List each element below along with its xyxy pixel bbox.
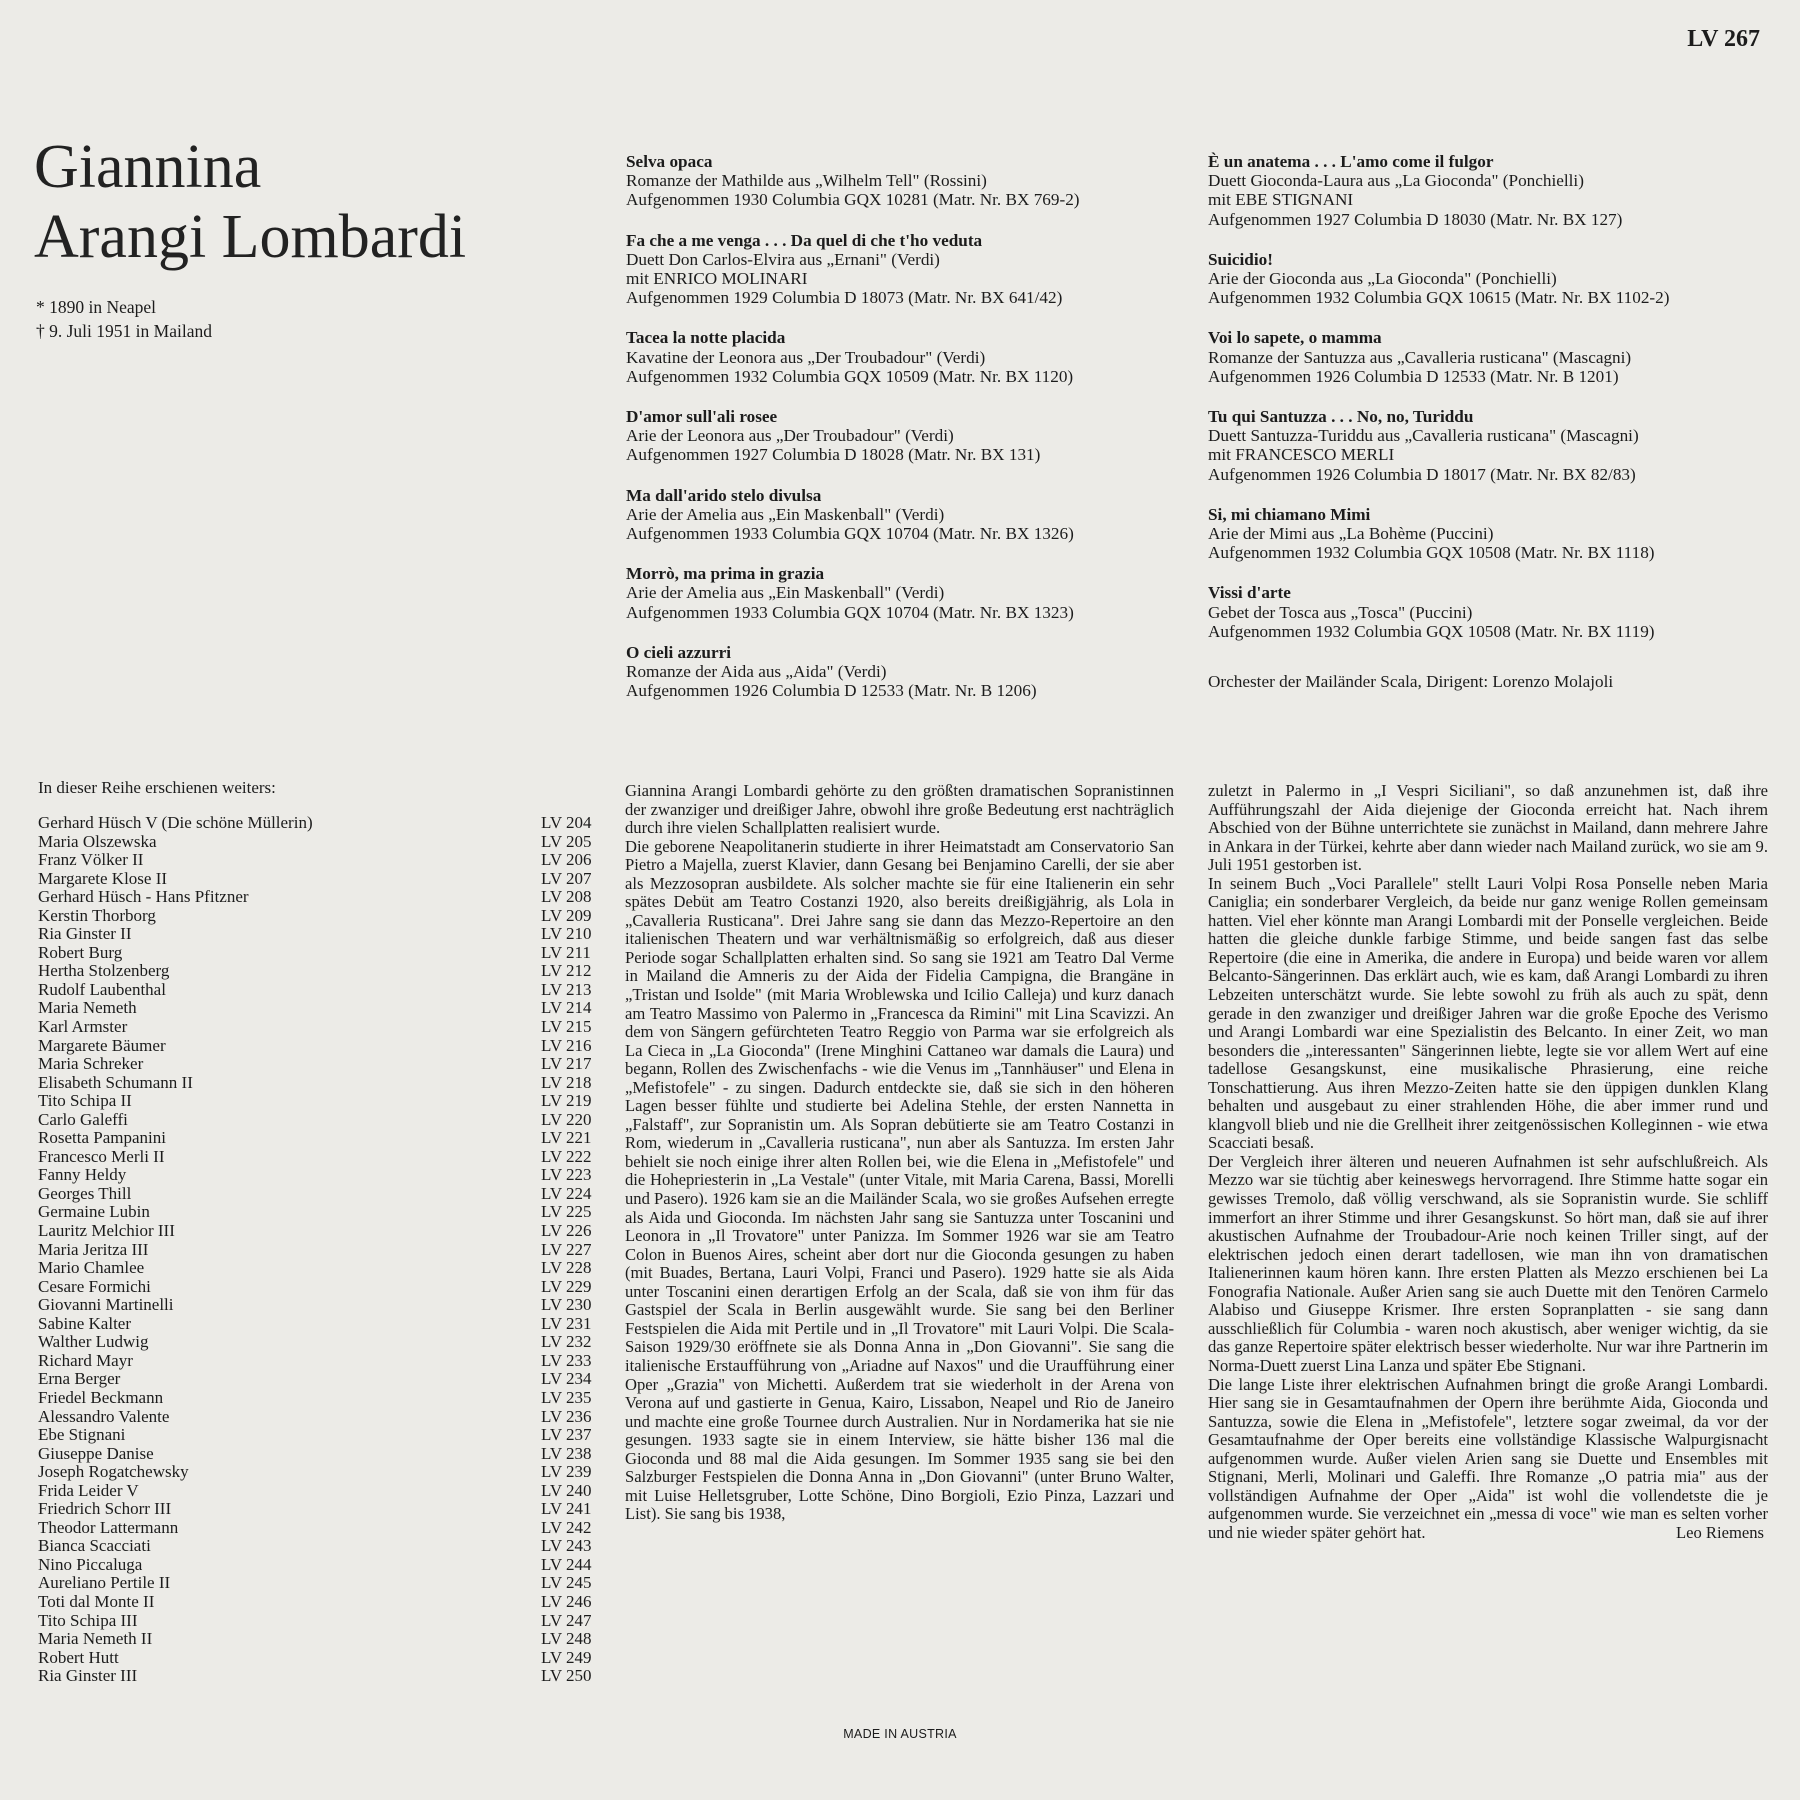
biography-column-2 [1208, 782, 1768, 1542]
track-detail-line: Aufgenommen 1926 Columbia D 12533 (Matr. Nr. B 1206) [626, 681, 1037, 701]
track-title: Ma dall'arido stelo divulsa [626, 485, 822, 505]
track-title: Morrò, ma prima in grazia [626, 564, 825, 584]
series-catalog-number: LV 229 [541, 1276, 592, 1296]
series-row [38, 1259, 598, 1278]
series-catalog-number: LV 236 [541, 1406, 592, 1426]
series-row [38, 1315, 598, 1334]
series-row [38, 1185, 598, 1204]
series-catalog-number: LV 220 [541, 1109, 592, 1129]
series-artist-name: Ria Ginster III [38, 1666, 138, 1686]
series-artist-name: Maria Jeritza III [38, 1239, 149, 1259]
series-artist-name: Giovanni Martinelli [38, 1295, 174, 1315]
biography-paragraph: In seinem Buch „Voci Parallele" stellt Lauri Volpi Rosa Ponselle neben Maria Caniglia; ein sonderbarer Vergleich, da beide nur ganz wenige Rollen gemeinsam hatten. Viel eher könnte man Arangi Lombardi mit der Ponselle vergleichen. Beide hatten die gleiche dunkle farbige Stimme, und beide sangen fast das selbe Repertoire (die eine in Amerika, die andere in Europa) und beide waren vor allem Belcanto-Sängerinnen. Das erklärt auch, wie es kam, daß Arangi Lombardi zu ihren Lebzeiten unterschätzt wurde. Sie lebte sowohl zu früh als auch zu spät, denn gerade in den zwanziger und dreißiger Jahren war die große Epoche des Verismo und Arangi Lombardi war eine Spezialistin des Belcanto. In einer Zeit, wo man besonders die „interessanten" Sängerinnen liebte, legte sie vor allem Wert auf eine tadellose Gesangskunst, eine musikalische Phrasierung, eine reiche Tonschattierung. Aus ihren Mezzo-Zeiten hatte sie den üppigen dunklen Klang behalten und ausgebaut zu einer strahlenden Höhe, die aber immer rund und klangvoll blieb und nie die Grellheit ihrer zeitgenössischen Kolleginnen - wie etwa Scacciati besaß. [1208, 873, 1768, 1153]
series-artist-name: Mario Chamlee [38, 1258, 145, 1278]
life-dates [36, 295, 212, 343]
series-catalog-number: LV 232 [541, 1332, 592, 1352]
series-catalog-number: LV 234 [541, 1369, 592, 1389]
series-row [38, 1667, 598, 1686]
biography-paragraph: Der Vergleich ihrer älteren und neueren Aufnahmen ist sehr aufschlußreich. Als Mezzo war sie tüchtig aber keineswegs hervorragend. Ihre Stimme hatte sogar ein gewisses Tremolo, daß völlig verschwand, als sie Sopranistin wurde. Sie schliff immerfort an ihrer Stimme und ihrer Gesangskunst. So hört man, daß sie auf ihrer akustischen Aufnahme der Troubadour-Arie noch keinen Triller singt, auf der elektrischen jedoch einen derart tadellosen, wie man ihn von dramatischen Italienerinnen kaum hören kann. Ihre ersten Platten als Mezzo erschienen bei La Fonografia Nationale. Außer Arien sang sie auch Duette mit den Tenören Carmelo Alabiso und Giuseppe Krismer. Ihre ersten Sopranplatten - sie sang dann ausschließlich für Columbia - waren noch akustisch, aber weniger wichtig, da sie das ganze Repertoire später elektrisch besser wiederholte. Nur war ihre Partnerin im Norma-Duett zuerst Lina Lanza und später Ebe Stignani. [1208, 1151, 1768, 1375]
series-row [38, 1018, 598, 1037]
series-catalog-number: LV 243 [541, 1536, 592, 1556]
track-detail-line: Arie der Amelia aus „Ein Maskenball" (Verdi) [626, 583, 945, 603]
series-row [38, 1222, 598, 1241]
series-artist-name: Hertha Stolzenberg [38, 961, 170, 981]
series-catalog-number: LV 219 [541, 1091, 592, 1111]
track-entry [1208, 505, 1768, 563]
series-catalog-number: LV 240 [541, 1480, 592, 1500]
series-heading: In dieser Reihe erschienen weiters: [38, 778, 276, 797]
series-catalog-number: LV 246 [541, 1591, 592, 1611]
series-artist-name: Walther Ludwig [38, 1332, 149, 1352]
series-artist-name: Theodor Lattermann [38, 1517, 179, 1537]
series-artist-name: Sabine Kalter [38, 1313, 131, 1333]
track-entry [626, 564, 1186, 622]
track-entry [1208, 328, 1768, 386]
track-detail-line: Gebet der Tosca aus „Tosca" (Puccini) [1208, 602, 1473, 622]
series-catalog-number: LV 242 [541, 1517, 592, 1537]
death-date: † 9. Juli 1951 in Mailand [36, 321, 212, 341]
track-detail-line: Aufgenommen 1929 Columbia D 18073 (Matr. Nr. BX 641/42) [626, 288, 1063, 308]
series-artist-name: Maria Nemeth [38, 998, 137, 1018]
series-artist-name: Richard Mayr [38, 1350, 133, 1370]
series-artist-name: Margarete Bäumer [38, 1035, 166, 1055]
biography-column-1 [625, 782, 1174, 1524]
series-catalog-number: LV 206 [541, 850, 592, 870]
catalog-number: LV 267 [1687, 26, 1760, 52]
series-row [38, 1463, 598, 1482]
series-row [38, 833, 598, 852]
biography-paragraph: Die lange Liste ihrer elektrischen Aufnahmen bringt die große Arangi Lombardi. Hier sang sie in Gesamtaufnahmen der Opern ihre berühmte Aida, Gioconda und Santuzza, sowie die Elena in „Mefistofele", letztere sogar zweimal, da vor der Gesamtaufnahme der Oper bereits eine vollständige Klassische Walpurgisnacht aufgenommen wurde. Außer vielen Arien sang sie Duette und Ensembles mit Stignani, Merli, Molinari und Galeffi. Ihre Romanze „O patria mia" aus der vollständigen Aufnahme der Oper „Aida" ist wohl die vollendetste die je aufgenommen wurde. Sie verzeichnet ein „messa di voce" wie man es selten vorher und nie wieder später gehört hat. [1208, 1374, 1768, 1542]
series-catalog-number: LV 215 [541, 1017, 592, 1037]
track-detail-line: Aufgenommen 1932 Columbia GQX 10508 (Matr. Nr. BX 1118) [1208, 543, 1655, 563]
series-row [38, 1612, 598, 1631]
made-in-label: MADE IN AUSTRIA [843, 1727, 957, 1741]
series-catalog-number: LV 207 [541, 868, 592, 888]
series-row [38, 907, 598, 926]
artist-last-name: Arangi Lombardi [34, 203, 467, 271]
track-detail-line: Arie der Mimi aus „La Bohème (Puccini) [1208, 524, 1494, 544]
series-catalog-number: LV 214 [541, 998, 592, 1018]
track-detail-line: Romanze der Santuzza aus „Cavalleria rusticana" (Mascagni) [1208, 347, 1632, 367]
track-detail-line: Aufgenommen 1933 Columbia GQX 10704 (Matr. Nr. BX 1323) [626, 602, 1074, 622]
track-title: Tacea la notte placida [626, 328, 786, 348]
series-catalog-number: LV 208 [541, 887, 592, 907]
series-row [38, 1574, 598, 1593]
series-artist-name: Carlo Galeffi [38, 1109, 128, 1129]
track-detail-line: Arie der Amelia aus „Ein Maskenball" (Verdi) [626, 504, 945, 524]
series-artist-name: Maria Olszewska [38, 831, 157, 851]
track-entry [1208, 250, 1768, 308]
track-detail-line: mit EBE STIGNANI [1208, 190, 1354, 210]
series-catalog-number: LV 233 [541, 1350, 592, 1370]
series-artist-name: Alessandro Valente [38, 1406, 170, 1426]
track-detail-line: mit ENRICO MOLINARI [626, 269, 808, 289]
series-artist-name: Gerhard Hüsch V (Die schöne Müllerin) [38, 813, 313, 832]
track-detail-line: Duett Gioconda-Laura aus „La Gioconda" (Ponchielli) [1208, 171, 1584, 191]
track-entry [626, 231, 1186, 308]
series-artist-name: Joseph Rogatchewsky [38, 1462, 189, 1482]
track-entry [1208, 152, 1768, 229]
series-row [38, 1537, 598, 1556]
series-catalog-number: LV 205 [541, 831, 592, 851]
series-row [38, 888, 598, 907]
series-catalog-number: LV 231 [541, 1313, 592, 1333]
series-artist-name: Fanny Heldy [38, 1165, 127, 1185]
series-row [38, 1111, 598, 1130]
series-catalog-number: LV 210 [541, 924, 592, 944]
series-artist-name: Karl Armster [38, 1017, 128, 1037]
series-artist-name: Ebe Stignani [38, 1425, 126, 1445]
track-detail-line: Arie der Gioconda aus „La Gioconda" (Ponchielli) [1208, 269, 1557, 289]
series-row [38, 962, 598, 981]
series-row [38, 1556, 598, 1575]
series-catalog-number: LV 225 [541, 1202, 592, 1222]
track-title: O cieli azzurri [626, 642, 731, 662]
series-artist-name: Aureliano Pertile II [38, 1573, 171, 1593]
track-list-right [1208, 152, 1768, 662]
series-artist-name: Erna Berger [38, 1369, 121, 1389]
series-catalog-number: LV 217 [541, 1054, 592, 1074]
author-signature: Leo Riemens [1675, 1522, 1764, 1542]
series-catalog-number: LV 227 [541, 1239, 592, 1259]
series-row [38, 1055, 598, 1074]
track-title: Fa che a me venga . . . Da quel di che t'ho veduta [626, 230, 983, 250]
series-catalog-number: LV 228 [541, 1258, 592, 1278]
series-row [38, 1352, 598, 1371]
series-catalog-number: LV 209 [541, 905, 592, 925]
track-detail-line: Aufgenommen 1932 Columbia GQX 10509 (Matr. Nr. BX 1120) [626, 366, 1074, 386]
series-catalog-number: LV 223 [541, 1165, 592, 1185]
series-row [38, 1649, 598, 1668]
series-artist-name: Toti dal Monte II [38, 1591, 155, 1611]
series-catalog-number: LV 212 [541, 961, 592, 981]
biography-paragraph: Giannina Arangi Lombardi gehörte zu den größten dramatischen Sopranistinnen der zwanziger und dreißiger Jahre, obwohl ihre große Bedeutung erst nachträglich durch ihre vielen Schallplatten realisiert wurde. [625, 781, 1174, 838]
birth-date: * 1890 in Neapel [36, 297, 157, 317]
series-catalog-number: LV 245 [541, 1573, 592, 1593]
series-artist-name: Rosetta Pampanini [38, 1128, 166, 1148]
series-row [38, 925, 598, 944]
series-catalog-number: LV 224 [541, 1183, 592, 1203]
series-artist-name: Bianca Scacciati [38, 1536, 151, 1556]
track-detail-line: Arie der Leonora aus „Der Troubadour" (Verdi) [626, 426, 954, 446]
series-artist-name: Ria Ginster II [38, 924, 132, 944]
series-list [38, 814, 598, 1686]
series-row [38, 870, 598, 889]
series-artist-name: Frida Leider V [38, 1480, 139, 1500]
track-detail-line: Aufgenommen 1926 Columbia D 12533 (Matr. Nr. B 1201) [1208, 366, 1619, 386]
series-catalog-number: LV 221 [541, 1128, 592, 1148]
track-detail-line: Duett Don Carlos-Elvira aus „Ernani" (Verdi) [626, 249, 940, 269]
track-detail-line: Aufgenommen 1930 Columbia GQX 10281 (Matr. Nr. BX 769-2) [626, 190, 1080, 210]
series-row [38, 1426, 598, 1445]
series-artist-name: Tito Schipa II [38, 1091, 132, 1111]
series-artist-name: Germaine Lubin [38, 1202, 150, 1222]
series-catalog-number: LV 204 [541, 813, 592, 832]
series-row [38, 1445, 598, 1464]
track-detail-line: Aufgenommen 1926 Columbia D 18017 (Matr. Nr. BX 82/83) [1208, 464, 1636, 484]
series-catalog-number: LV 213 [541, 979, 592, 999]
series-row [38, 1593, 598, 1612]
series-artist-name: Kerstin Thorborg [38, 905, 156, 925]
series-catalog-number: LV 218 [541, 1072, 592, 1092]
track-entry [1208, 407, 1768, 484]
series-catalog-number: LV 250 [541, 1666, 592, 1686]
track-list-left [626, 152, 1186, 721]
track-entry [1208, 583, 1768, 641]
series-row [38, 1148, 598, 1167]
biography-paragraph: zuletzt in Palermo in „I Vespri Siciliani", so daß anzunehmen ist, daß ihre Aufführungszahl der Aida diejenige der Gioconda erreicht hat. Nach ihrem Abschied von der Bühne unterrichtete sie zunächst in Mailand, dann mehrere Jahre in Ankara in der Türkei, kehrte aber dann wieder nach Mailand zurück, wo sie am 9. Juli 1951 gestorben ist. [1208, 781, 1768, 875]
series-artist-name: Robert Burg [38, 942, 123, 962]
series-row [38, 1129, 598, 1148]
series-catalog-number: LV 216 [541, 1035, 592, 1055]
series-row [38, 1630, 598, 1649]
series-row [38, 1389, 598, 1408]
series-catalog-number: LV 247 [541, 1610, 592, 1630]
track-detail-line: Aufgenommen 1927 Columbia D 18030 (Matr. Nr. BX 127) [1208, 209, 1623, 229]
track-title: Si, mi chiamano Mimi [1208, 504, 1371, 524]
track-detail-line: Aufgenommen 1933 Columbia GQX 10704 (Matr. Nr. BX 1326) [626, 524, 1074, 544]
track-detail-line: Kavatine der Leonora aus „Der Troubadour" (Verdi) [626, 347, 986, 367]
series-artist-name: Margarete Klose II [38, 868, 168, 888]
biography-paragraph: Die geborene Neapolitanerin studierte in ihrer Heimatstadt am Conservatorio San Pietro a Majella, zuerst Klavier, dann Gesang bei Benjamino Carelli, der sie aber als Mezzosopran ausbildete. Als solcher machte sie für eine Italienerin ein sehr spätes Debüt am Teatro Costanzi 1920, also bereits dreißigjährig, als Lola in „Cavalleria Rusticana". Drei Jahre sang sie dann das Mezzo-Repertoire an den italienischen Theatern und war verhältnismäßig so erfolgreich, daß aus dieser Periode sogar Schallplatten erhalten sind. So sang sie 1921 am Teatro Dal Verme in Mailand die Amneris zu der Aida der Fidelia Campigna, die Brangäne in „Tristan und Isolde" (mit Maria Wroblewska und Icilio Calleja) und kurz danach am Teatro Massimo von Palermo in „Francesca da Rimini" mit Lina Scavizzi. An dem von Sängern gefürchteten Teatro Reggio von Parma war sie erfolgreich als La Cieca in „La Gioconda" (Irene Minghini Cattaneo war damals die Laura) und begann, Rollen des Zwischenfachs - wie die Venus im „Tannhäuser" und Elena in „Mefistofele" - zu singen. Dadurch entdeckte sie, daß sie sich in den höheren Lagen besser fühlte und studierte bei Adelina Stehle, der ersten Nannetta in „Falstaff", zur Sopranistin um. Als Sopran debütierte sie am Teatro Costanzi in Rom, wiederum in „Cavalleria rusticana", nun aber als Santuzza. Im ersten Jahr behielt sie noch einige ihrer alten Rollen bei, wie die Elena in „Mefistofele" und die Hohepriesterin in „La Vestale" (unter Vitale, mit Maria Carena, Bassi, Morelli und Pasero). 1926 kam sie an die Mailänder Scala, wo sie großes Aufsehen erregte als Aida und Gioconda. Im nächsten Jahr sang sie Santuzza unter Toscanini und Leonora in „Il Trovatore" unter Panizza. Im Sommer 1926 war sie am Teatro Colon in Buenos Aires, scheint aber dort nur die Gioconda gesungen zu haben (mit Buades, Bertana, Lauri Volpi, Franci und Pasero). 1929 hatte sie als Aida unter Toscanini einen derartigen Erfolg an der Scala, daß sie von ihm für das Gastspiel der Scala in Berlin ausgewählt wurde. Sie sang bei den Berliner Festspielen die Aida mit Pertile und in „Il Trovatore" mit Lauri Volpi. Die Scala-Saison 1929/30 eröffnete sie als Donna Anna in „Don Giovanni". Sie sang die italienische Erstaufführung von „Ariadne auf Naxos" und die Uraufführung einer Oper „Grazia" von Michetti. Außerdem trat sie wiederholt in der Arena von Verona auf und gastierte in Genua, Kairo, Lissabon, Neapel und Rio de Janeiro und machte eine große Tournee durch Australien. Nur in Nordamerika hat sie nie gesungen. 1933 sagte sie in einem Interview, sie hätte bisher 136 mal die Gioconda und 88 mal die Aida gesungen. Im Sommer 1935 sang sie bei den Salzburger Festspielen die Donna Anna in „Don Giovanni" (unter Bruno Walter, mit Luise Helletsgruber, Lotte Schöne, Dino Borgioli, Ezio Pinza, Lazzari und List). Sie sang bis 1938, [625, 836, 1174, 1524]
series-catalog-number: LV 241 [541, 1499, 592, 1519]
series-row [38, 1074, 598, 1093]
series-row [38, 1408, 598, 1427]
series-catalog-number: LV 230 [541, 1295, 592, 1315]
track-title: Voi lo sapete, o mamma [1208, 328, 1382, 348]
series-artist-name: Rudolf Laubenthal [38, 979, 166, 999]
series-row [38, 1278, 598, 1297]
track-entry [626, 643, 1186, 701]
series-artist-name: Robert Hutt [38, 1647, 119, 1667]
track-title: D'amor sull'ali rosee [626, 407, 778, 427]
series-row [38, 1241, 598, 1260]
artist-name [34, 132, 466, 272]
series-artist-name: Maria Schreker [38, 1054, 144, 1074]
series-catalog-number: LV 235 [541, 1387, 592, 1407]
series-row [38, 1166, 598, 1185]
track-title: Vissi d'arte [1208, 583, 1291, 603]
series-row [38, 814, 598, 833]
series-artist-name: Franz Völker II [38, 850, 144, 870]
track-entry [626, 328, 1186, 386]
orchestra-credit: Orchester der Mailänder Scala, Dirigent: Lorenzo Molajoli [1208, 672, 1614, 691]
track-entry [626, 407, 1186, 465]
series-catalog-number: LV 226 [541, 1221, 592, 1241]
series-row [38, 1500, 598, 1519]
series-catalog-number: LV 238 [541, 1443, 592, 1463]
series-catalog-number: LV 249 [541, 1647, 592, 1667]
series-artist-name: Friedel Beckmann [38, 1387, 164, 1407]
track-detail-line: Duett Santuzza-Turiddu aus „Cavalleria rusticana" (Mascagni) [1208, 426, 1639, 446]
series-catalog-number: LV 237 [541, 1425, 592, 1445]
track-title: Tu qui Santuzza . . . No, no, Turiddu [1208, 407, 1474, 427]
series-row [38, 1037, 598, 1056]
track-title: Suicidio! [1208, 249, 1273, 269]
series-row [38, 999, 598, 1018]
series-row [38, 944, 598, 963]
series-artist-name: Tito Schipa III [38, 1610, 138, 1630]
track-entry [626, 152, 1186, 210]
series-catalog-number: LV 211 [541, 942, 591, 962]
track-title: È un anatema . . . L'amo come il fulgor [1208, 152, 1494, 171]
track-detail-line: Aufgenommen 1932 Columbia GQX 10615 (Matr. Nr. BX 1102-2) [1208, 288, 1670, 308]
series-artist-name: Nino Piccaluga [38, 1554, 143, 1574]
series-row [38, 1296, 598, 1315]
series-artist-name: Gerhard Hüsch - Hans Pfitzner [38, 887, 249, 907]
series-artist-name: Francesco Merli II [38, 1146, 165, 1166]
series-artist-name: Giuseppe Danise [38, 1443, 154, 1463]
series-artist-name: Maria Nemeth II [38, 1629, 153, 1649]
series-artist-name: Friedrich Schorr III [38, 1499, 172, 1519]
series-row [38, 1333, 598, 1352]
series-catalog-number: LV 248 [541, 1629, 592, 1649]
series-catalog-number: LV 244 [541, 1554, 592, 1574]
track-detail-line: Aufgenommen 1927 Columbia D 18028 (Matr. Nr. BX 131) [626, 445, 1041, 465]
series-row [38, 1482, 598, 1501]
track-detail-line: mit FRANCESCO MERLI [1208, 445, 1395, 465]
series-row [38, 981, 598, 1000]
track-detail-line: Aufgenommen 1932 Columbia GQX 10508 (Matr. Nr. BX 1119) [1208, 621, 1655, 641]
series-catalog-number: LV 239 [541, 1462, 592, 1482]
series-artist-name: Elisabeth Schumann II [38, 1072, 193, 1092]
track-title: Selva opaca [626, 152, 713, 171]
series-catalog-number: LV 222 [541, 1146, 592, 1166]
track-detail-line: Romanze der Aida aus „Aida" (Verdi) [626, 662, 887, 682]
track-detail-line: Romanze der Mathilde aus „Wilhelm Tell" (Rossini) [626, 171, 987, 191]
series-artist-name: Georges Thill [38, 1183, 132, 1203]
series-row [38, 1092, 598, 1111]
series-artist-name: Cesare Formichi [38, 1276, 151, 1296]
series-row [38, 1370, 598, 1389]
track-entry [626, 486, 1186, 544]
series-artist-name: Lauritz Melchior III [38, 1221, 175, 1241]
series-row [38, 1519, 598, 1538]
series-row [38, 851, 598, 870]
series-row [38, 1203, 598, 1222]
artist-first-name: Giannina [34, 133, 262, 201]
